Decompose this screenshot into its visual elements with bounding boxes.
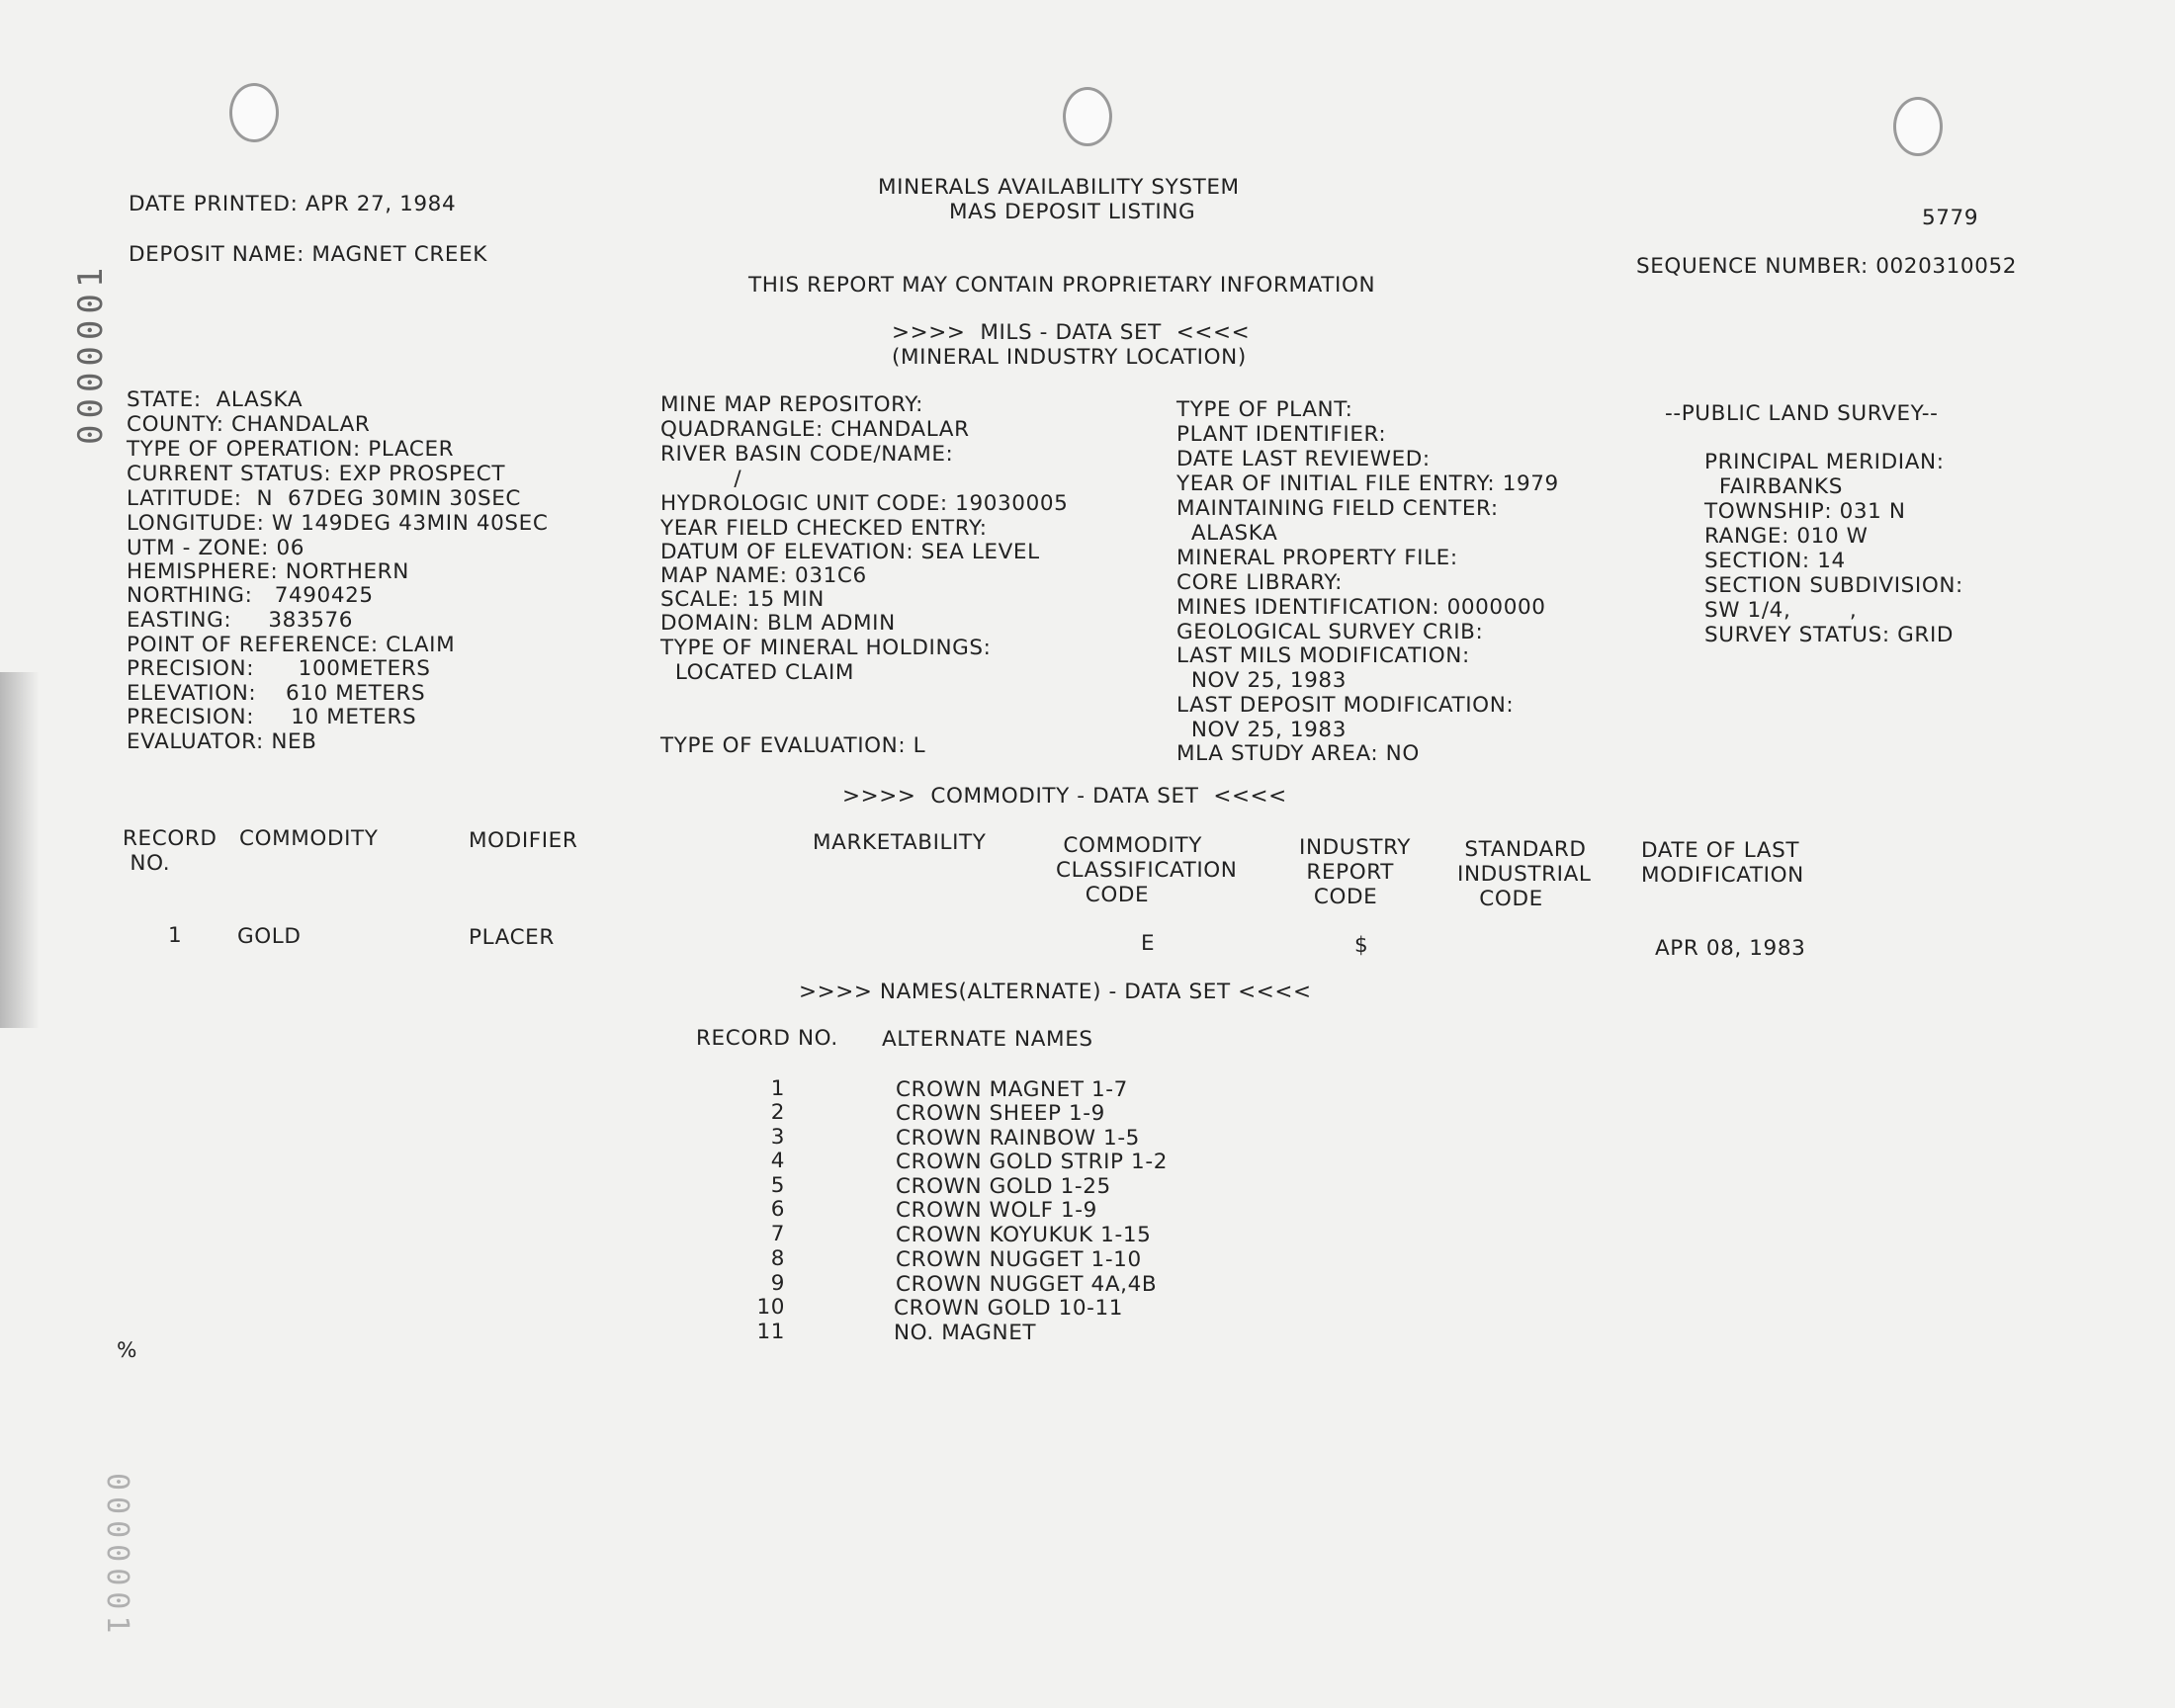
mils-field: RIVER BASIN CODE/NAME: [660, 442, 954, 467]
name-record-no: 3 [770, 1125, 785, 1150]
header-modifier: MODIFIER [469, 828, 578, 853]
type-of-evaluation: TYPE OF EVALUATION: L [660, 733, 926, 758]
name-record-no: 6 [770, 1197, 785, 1222]
name-record-no: 4 [770, 1149, 785, 1173]
header-date-of-last-modification: DATE OF LAST MODIFICATION [1641, 838, 1804, 888]
side-stamp-number: 0000001 [71, 261, 111, 445]
mils-field: QUADRANGLE: CHANDALAR [660, 417, 970, 442]
name-record-no: 10 [756, 1295, 785, 1320]
name-record-no: 2 [770, 1100, 785, 1125]
mils-field: DATUM OF ELEVATION: SEA LEVEL [660, 540, 1040, 564]
punch-hole-left [229, 83, 279, 142]
mils-field: LOCATED CLAIM [660, 660, 855, 685]
mils-section-title: >>>> MILS - DATA SET <<<< [892, 320, 1251, 345]
mils-field: UTM - ZONE: 06 [127, 536, 305, 560]
mils-field: TYPE OF PLANT: [1176, 397, 1353, 422]
mils-field: HEMISPHERE: NORTHERN [127, 559, 409, 584]
header-standard-industrial-code: STANDARD INDUSTRIAL CODE [1457, 837, 1592, 911]
mils-field: MAP NAME: 031C6 [660, 563, 867, 588]
page-number: 5779 [1922, 206, 1979, 230]
mils-field: GEOLOGICAL SURVEY CRIB: [1176, 620, 1484, 644]
mils-field: SCALE: 15 MIN [660, 587, 825, 612]
cell-industry-report-code: $ [1354, 933, 1369, 958]
land-survey-field: SURVEY STATUS: GRID [1704, 623, 1955, 647]
mils-field: MAINTAINING FIELD CENTER: [1176, 496, 1499, 521]
mils-field: EASTING: 383576 [127, 608, 354, 633]
land-survey-title: --PUBLIC LAND SURVEY-- [1665, 401, 1939, 426]
mils-field: TYPE OF OPERATION: PLACER [127, 437, 455, 462]
deposit-name: DEPOSIT NAME: MAGNET CREEK [129, 242, 487, 267]
mils-field: CORE LIBRARY: [1176, 570, 1344, 595]
name-record-no: 11 [756, 1320, 785, 1344]
mils-field: ELEVATION: 610 METERS [127, 681, 426, 706]
land-survey-field: TOWNSHIP: 031 N [1704, 499, 1906, 524]
mils-field: LATITUDE: N 67DEG 30MIN 30SEC [127, 486, 522, 511]
mils-field: EVALUATOR: NEB [127, 729, 317, 754]
mils-field: YEAR FIELD CHECKED ENTRY: [660, 516, 988, 541]
land-survey-field: PRINCIPAL MERIDIAN: [1704, 450, 1945, 474]
alternate-name: CROWN NUGGET 4A,4B [896, 1272, 1158, 1297]
header-record-no: RECORD NO. [123, 826, 218, 876]
header-marketability: MARKETABILITY [813, 830, 987, 855]
commodity-section-title: >>>> COMMODITY - DATA SET <<<< [842, 784, 1287, 809]
cell-date-of-last-modification: APR 08, 1983 [1655, 936, 1806, 961]
land-survey-field: FAIRBANKS [1704, 474, 1843, 499]
mils-field: LAST DEPOSIT MODIFICATION: [1176, 693, 1515, 718]
mils-field: NOV 25, 1983 [1176, 668, 1347, 693]
mils-field: PRECISION: 10 METERS [127, 705, 417, 729]
land-survey-field: SECTION: 14 [1704, 549, 1846, 573]
mils-field: NOV 25, 1983 [1176, 718, 1347, 742]
mils-field: PLANT IDENTIFIER: [1176, 422, 1387, 447]
alternate-name: CROWN MAGNET 1-7 [896, 1077, 1128, 1102]
mils-field: COUNTY: CHANDALAR [127, 412, 371, 437]
land-survey-field: SW 1/4, , [1704, 598, 1858, 623]
land-survey-field: RANGE: 010 W [1704, 524, 1869, 549]
alternate-name: CROWN SHEEP 1-9 [896, 1101, 1105, 1126]
alternate-name: NO. MAGNET [894, 1321, 1037, 1345]
header-classification-code: COMMODITY CLASSIFICATION CODE [1056, 833, 1238, 907]
mils-field: HYDROLOGIC UNIT CODE: 19030005 [660, 491, 1069, 516]
names-section-title: >>>> NAMES(ALTERNATE) - DATA SET <<<< [799, 980, 1312, 1004]
mils-field: PRECISION: 100METERS [127, 656, 431, 681]
cell-commodity: GOLD [237, 924, 302, 949]
mils-field: MINERAL PROPERTY FILE: [1176, 546, 1458, 570]
punch-hole-right [1893, 97, 1943, 156]
alternate-name: CROWN KOYUKUK 1-15 [896, 1223, 1152, 1247]
name-record-no: 9 [770, 1271, 785, 1296]
mils-field: ALASKA [1176, 521, 1278, 546]
name-record-no: 5 [770, 1173, 785, 1198]
header-alternate-names: ALTERNATE NAMES [882, 1027, 1093, 1052]
mils-field: NORTHING: 7490425 [127, 583, 374, 608]
punch-hole-center [1063, 87, 1112, 146]
land-survey-field: SECTION SUBDIVISION: [1704, 573, 1963, 598]
mils-field: MINE MAP REPOSITORY: [660, 392, 923, 417]
cell-record-no: 1 [168, 923, 183, 948]
mils-field: DOMAIN: BLM ADMIN [660, 611, 896, 636]
mils-field: STATE: ALASKA [127, 387, 304, 412]
sequence-number: SEQUENCE NUMBER: 0020310052 [1636, 254, 2018, 279]
alternate-name: CROWN WOLF 1-9 [896, 1198, 1097, 1223]
mils-field: TYPE OF MINERAL HOLDINGS: [660, 636, 992, 660]
mils-field: LAST MILS MODIFICATION: [1176, 643, 1470, 668]
mils-field: LONGITUDE: W 149DEG 43MIN 40SEC [127, 511, 549, 536]
name-record-no: 7 [770, 1222, 785, 1246]
footer-percent-mark: % [117, 1338, 138, 1363]
proprietary-notice: THIS REPORT MAY CONTAIN PROPRIETARY INFORMATION [748, 273, 1376, 298]
alternate-name: CROWN GOLD 1-25 [896, 1174, 1111, 1199]
name-record-no: 8 [770, 1246, 785, 1271]
alternate-name: CROWN GOLD STRIP 1-2 [896, 1150, 1168, 1174]
scan-edge-shadow [0, 672, 40, 1028]
listing-title: MAS DEPOSIT LISTING [949, 200, 1196, 224]
faded-side-stamp: 0000001 [100, 1473, 134, 1640]
cell-modifier: PLACER [469, 925, 555, 950]
mils-section-subtitle: (MINERAL INDUSTRY LOCATION) [892, 345, 1247, 370]
cell-classification-code: E [1141, 931, 1156, 956]
mils-field: YEAR OF INITIAL FILE ENTRY: 1979 [1176, 471, 1559, 496]
system-title: MINERALS AVAILABILITY SYSTEM [878, 175, 1240, 200]
mils-field: / [660, 467, 742, 491]
header-industry-report-code: INDUSTRY REPORT CODE [1299, 835, 1411, 909]
mils-field: DATE LAST REVIEWED: [1176, 447, 1431, 471]
mils-field: MLA STUDY AREA: NO [1176, 741, 1420, 766]
mils-field: MINES IDENTIFICATION: 0000000 [1176, 595, 1546, 620]
header-record-no: RECORD NO. [696, 1026, 838, 1051]
alternate-name: CROWN RAINBOW 1-5 [896, 1126, 1140, 1151]
alternate-name: CROWN GOLD 10-11 [894, 1296, 1124, 1321]
date-printed: DATE PRINTED: APR 27, 1984 [129, 192, 457, 216]
mils-field: POINT OF REFERENCE: CLAIM [127, 633, 456, 657]
name-record-no: 1 [770, 1076, 785, 1101]
alternate-name: CROWN NUGGET 1-10 [896, 1247, 1142, 1272]
header-commodity: COMMODITY [239, 826, 379, 851]
mils-field: CURRENT STATUS: EXP PROSPECT [127, 462, 506, 486]
